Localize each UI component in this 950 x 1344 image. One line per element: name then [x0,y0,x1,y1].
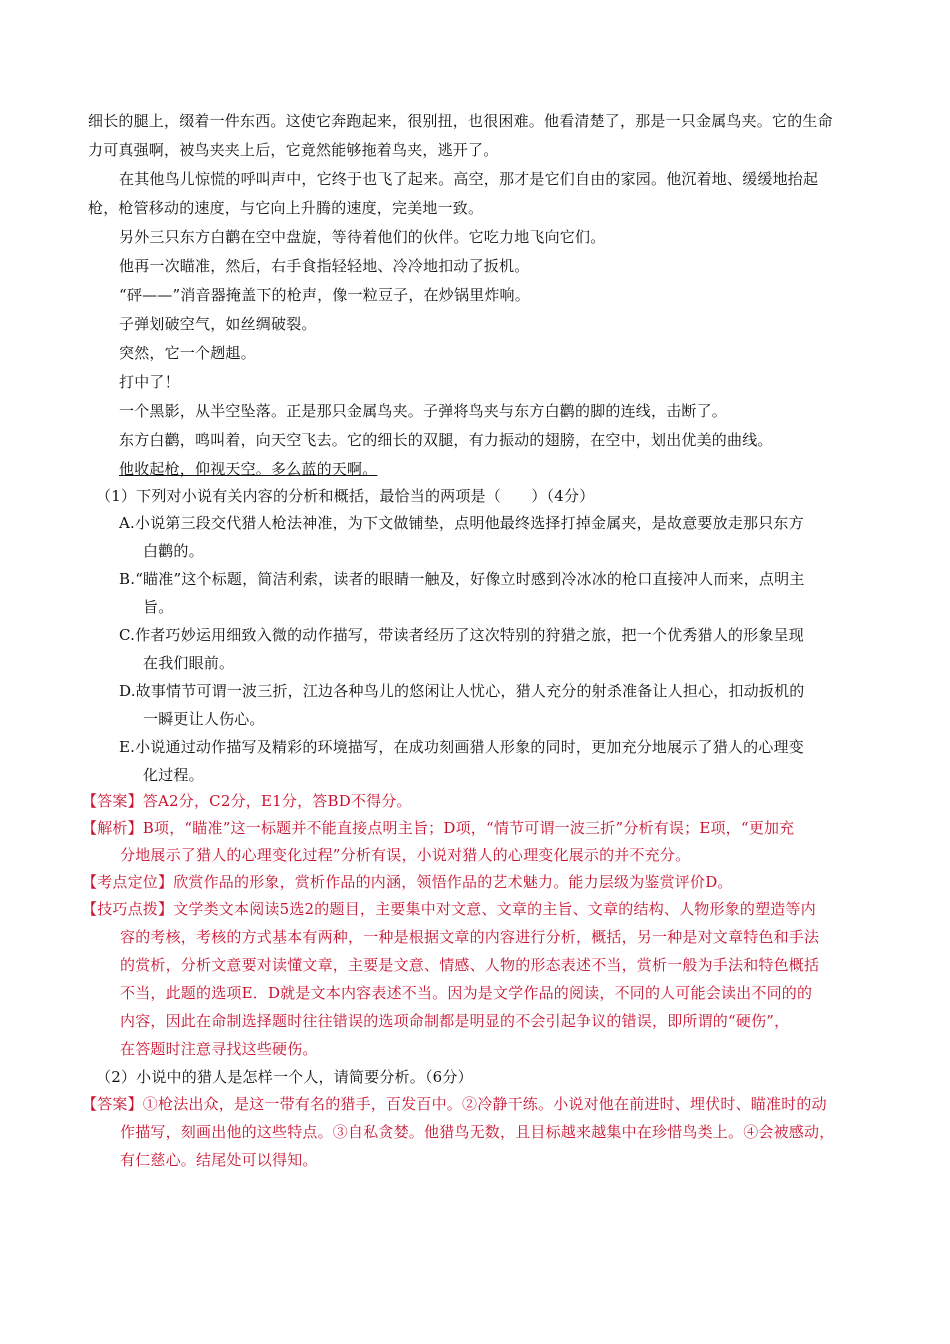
story-line: 子弹划破空气，如丝绸破裂。 [119,315,317,333]
question-1: （1）下列对小说有关内容的分析和概括，最恰当的两项是（ ）（4分） [96,487,595,505]
option-b-cont: 旨。 [143,598,174,616]
answer-2-cont: 有仁慈心。结尾处可以得知。 [120,1151,318,1169]
story-line: “砰——”消音器掩盖下的枪声，像一粒豆子，在炒锅里炸响。 [119,286,530,304]
technique-tip-cont: 内容，因此在命制选择题时往往错误的选项命制都是明显的不会引起争议的错误，即所谓的“硬伤”， [120,1012,790,1030]
analysis: 【解析】B项，“瞄准”这一标题并不能直接点明主旨；D项，“情节可谓一波三折”分析有误；E项，“更加充 [82,819,795,837]
answer-1: 【答案】答A2分，C2分，E1分，答BD不得分。 [82,792,412,810]
story-line: 打中了！ [119,373,180,391]
technique-tip-cont: 的赏析，分析文意要对读懂文章，主要是文意、情感、人物的形态表述不当，赏析一般为手法和特色概括 [120,956,820,974]
story-line: 枪，枪管移动的速度，与它向上升腾的速度，完美地一致。 [88,199,484,217]
story-line: 在其他鸟儿惊慌的呼叫声中，它终于也飞了起来。高空，那才是它们自由的家园。他沉着地、缓缓地抬起 [119,170,819,188]
exam-point: 【考点定位】欣赏作品的形象，赏析作品的内涵，领悟作品的艺术魅力。能力层级为鉴赏评价D。 [82,873,733,891]
story-line: 突然，它一个趔趄。 [119,344,256,362]
story-line: 他再一次瞄准，然后，右手食指轻轻地、冷冷地扣动了扳机。 [119,257,530,275]
story-line: 细长的腿上，缀着一件东西。这使它奔跑起来，很别扭，也很困难。他看清楚了，那是一只金属鸟夹。它的生命 [88,112,833,130]
answer-2: 【答案】①枪法出众，是这一带有名的猎手，百发百中。②冷静干练。小说对他在前进时、埋伏时、瞄准时的动 [82,1095,827,1113]
technique-tip-cont: 不当，此题的选项E．D就是文本内容表述不当。因为是文学作品的阅读，不同的人可能会读出不同的的 [120,984,813,1002]
technique-tip: 【技巧点拨】文学类文本阅读5选2的题目，主要集中对文意、文章的主旨、文章的结构、人物形象的塑造等内 [82,900,816,918]
option-a: A.小说第三段交代猎人枪法神准，为下文做铺垫，点明他最终选择打掉金属夹，是故意要放走那只东方 [119,514,804,532]
technique-tip-cont: 容的考核，考核的方式基本有两种，一种是根据文章的内容进行分析，概括，另一种是对文章特色和手法 [120,928,820,946]
story-line: 东方白鹳，鸣叫着，向天空飞去。它的细长的双腿，有力振动的翅膀，在空中，划出优美的曲线。 [119,431,773,449]
story-line-underlined: 他收起枪，仰视天空。多么蓝的天啊。 [119,460,378,478]
option-c-cont: 在我们眼前。 [143,654,235,672]
option-b: B.“瞄准”这个标题，简洁利索，读者的眼睛一触及，好像立时感到冷冰冰的枪口直接冲人而来，点明主 [119,570,805,588]
option-e-cont: 化过程。 [143,766,204,784]
option-e: E.小说通过动作描写及精彩的环境描写，在成功刻画猎人形象的同时，更加充分地展示了猎人的心理变 [119,738,804,756]
story-line: 另外三只东方白鹳在空中盘旋，等待着他们的伙伴。它吃力地飞向它们。 [119,228,606,246]
option-d: D.故事情节可谓一波三折，江边各种鸟儿的悠闲让人忧心，猎人充分的射杀准备让人担心，扣动扳机的 [119,682,805,700]
answer-2-cont: 作描写，刻画出他的这些特点。③自私贪婪。他猎鸟无数，且目标越来越集中在珍惜鸟类上。④会被感动， [120,1123,835,1141]
option-a-cont: 白鹳的。 [143,542,204,560]
option-d-cont: 一瞬更让人伤心。 [143,710,265,728]
analysis-cont: 分地展示了猎人的心理变化过程”分析有误，小说对猎人的心理变化展示的并不充分。 [120,846,691,864]
question-2: （2）小说中的猎人是怎样一个人，请简要分析。（6分） [96,1068,473,1086]
story-line: 一个黑影，从半空坠落。正是那只金属鸟夹。子弹将鸟夹与东方白鹳的脚的连线，击断了。 [119,402,728,420]
technique-tip-cont: 在答题时注意寻找这些硬伤。 [120,1040,318,1058]
option-c: C.作者巧妙运用细致入微的动作描写，带读者经历了这次特别的狩猎之旅，把一个优秀猎人的形象呈现 [119,626,804,644]
story-line: 力可真强啊，被鸟夹夹上后，它竟然能够拖着鸟夹，逃开了。 [88,141,499,159]
